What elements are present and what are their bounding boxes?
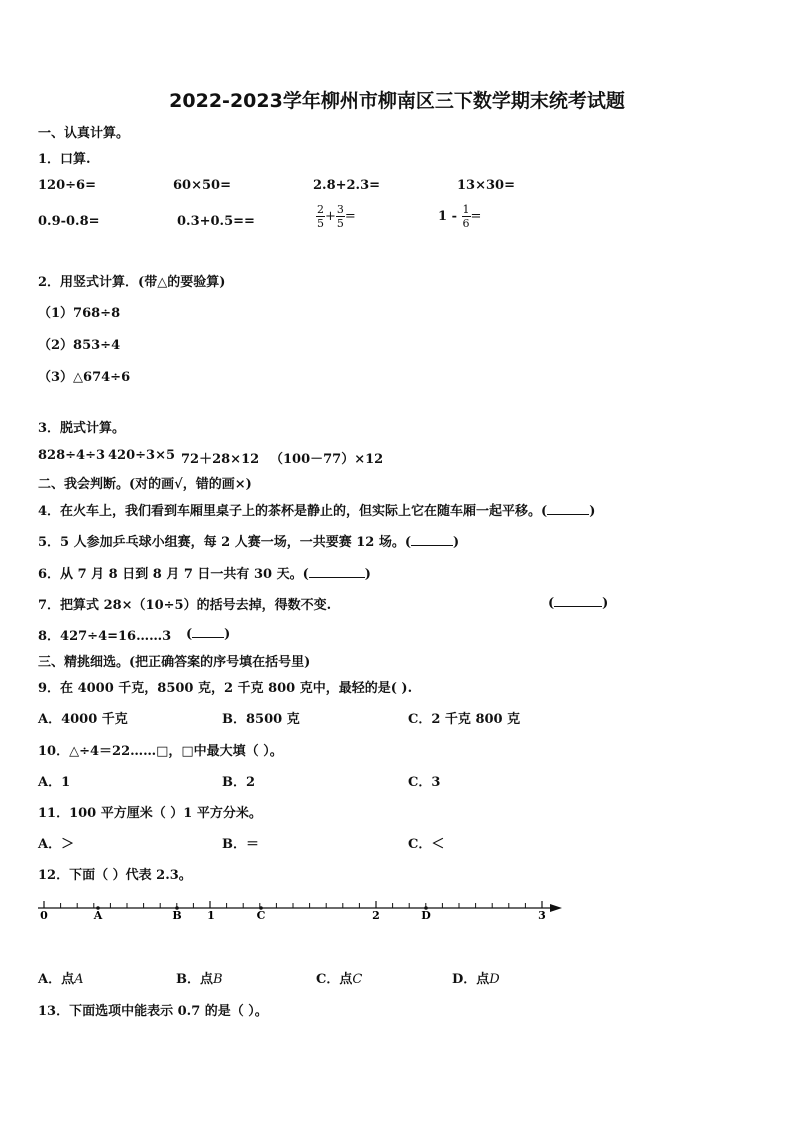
page-title: 2022-2023学年柳州市柳南区三下数学期末统考试题 bbox=[169, 90, 625, 112]
q8-answer: ( ) bbox=[186, 627, 231, 642]
section3-heading: 三、精挑细选。(把正确答案的序号填在括号里) bbox=[38, 655, 311, 670]
q1-item: 2.8+2.3= bbox=[313, 178, 381, 193]
q4: 4．在火车上，我们看到车厢里桌子上的茶杯是静止的，但实际上它在随车厢一起平移。( ) bbox=[38, 504, 596, 519]
answer-blank[interactable] bbox=[309, 565, 365, 578]
fraction: $\frac{3}{5}$ bbox=[336, 203, 344, 230]
q10-option-a[interactable]: A．1 bbox=[38, 775, 71, 790]
point-label-c: C bbox=[256, 909, 266, 922]
q9-option-b[interactable]: B．8500 克 bbox=[222, 712, 300, 727]
q3-label: 3．脱式计算。 bbox=[38, 421, 126, 436]
fraction: $\frac{2}{5}$ bbox=[317, 203, 324, 230]
section1-heading: 一、认真计算。 bbox=[38, 126, 130, 141]
point-label-d: D bbox=[421, 909, 431, 922]
q9-option-c[interactable]: C．2 千克 800 克 bbox=[408, 712, 521, 727]
q10-option-b[interactable]: B．2 bbox=[222, 775, 256, 790]
q3-item: （100－77）×12 bbox=[270, 452, 384, 467]
q2-item: （2）853÷4 bbox=[38, 338, 121, 353]
q10-stem: 10．△÷4＝22……□，□中最大填（ ）。 bbox=[38, 744, 283, 759]
q1-item: 13×30= bbox=[457, 178, 515, 193]
q3-item: 828÷4÷3 bbox=[38, 448, 106, 463]
q11-option-c[interactable]: C．＜ bbox=[408, 837, 445, 852]
q12-stem: 12．下面（ ）代表 2.3。 bbox=[38, 868, 192, 883]
q1-fraction-sum: $\frac{2}{5}$ + $\frac{3}{5}$ = bbox=[317, 203, 356, 230]
tick-label-3: 3 bbox=[538, 909, 546, 922]
q2-item: （1）768÷8 bbox=[38, 306, 121, 321]
tick-label-0: 0 bbox=[40, 909, 48, 922]
tick-label-1: 1 bbox=[207, 909, 215, 922]
answer-blank[interactable] bbox=[192, 625, 224, 638]
q11-option-b[interactable]: B．＝ bbox=[222, 837, 259, 852]
q12-option-a[interactable]: A．点A bbox=[38, 972, 84, 987]
q1-label: 1．口算. bbox=[38, 152, 91, 167]
q7: 7．把算式 28×（10÷5）的括号去掉，得数不变. bbox=[38, 598, 332, 613]
q5: 5．5 人参加乒乓球小组赛，每 2 人赛一场，一共要赛 12 场。( ) bbox=[38, 535, 460, 550]
q12-option-d[interactable]: D．点D bbox=[452, 972, 500, 987]
point-label-a: A bbox=[93, 909, 103, 922]
q1-item: 60×50= bbox=[173, 178, 231, 193]
q9-option-a[interactable]: A．4000 千克 bbox=[38, 712, 128, 727]
number-line-labels bbox=[40, 909, 546, 922]
q2-label: 2．用竖式计算．(带△的要验算) bbox=[38, 275, 226, 290]
q6: 6．从 7 月 8 日到 8 月 7 日一共有 30 天。( ) bbox=[38, 567, 371, 582]
q2-item: （3）△674÷6 bbox=[38, 370, 131, 385]
q12-option-c[interactable]: C．点C bbox=[316, 972, 363, 987]
q1-item: 0.3+0.5== bbox=[177, 214, 255, 229]
q10-option-c[interactable]: C．3 bbox=[408, 775, 441, 790]
q9-stem: 9．在 4000 千克，8500 克，2 千克 800 克中，最轻的是( ). bbox=[38, 681, 413, 696]
q3-item: 420÷3×5 bbox=[108, 448, 176, 463]
fraction: $\frac{1}{6}$ bbox=[462, 203, 470, 230]
q13-stem: 13．下面选项中能表示 0.7 的是（ ）。 bbox=[38, 1004, 268, 1019]
q1-fraction-sub: 1 - $\frac{1}{6}$ = bbox=[438, 203, 482, 230]
q7-answer: ( ) bbox=[548, 596, 609, 611]
answer-blank[interactable] bbox=[547, 502, 589, 515]
answer-blank[interactable] bbox=[554, 594, 602, 607]
q1-item: 0.9-0.8= bbox=[38, 214, 100, 229]
number-line bbox=[30, 888, 570, 924]
q3-item: 72＋28×12 bbox=[181, 452, 260, 467]
arrow-head-icon bbox=[550, 904, 562, 912]
tick-label-2: 2 bbox=[372, 909, 380, 922]
point-label-b: B bbox=[172, 909, 182, 922]
q11-stem: 11．100 平方厘米（ ）1 平方分米。 bbox=[38, 806, 262, 821]
q11-option-a[interactable]: A．＞ bbox=[38, 837, 75, 852]
section2-heading: 二、我会判断。(对的画√，错的画×) bbox=[38, 477, 252, 492]
answer-blank[interactable] bbox=[411, 533, 453, 546]
q1-item: 120÷6= bbox=[38, 178, 96, 193]
q12-option-b[interactable]: B．点B bbox=[176, 972, 223, 987]
q8: 8．427÷4=16……3 bbox=[38, 629, 172, 644]
